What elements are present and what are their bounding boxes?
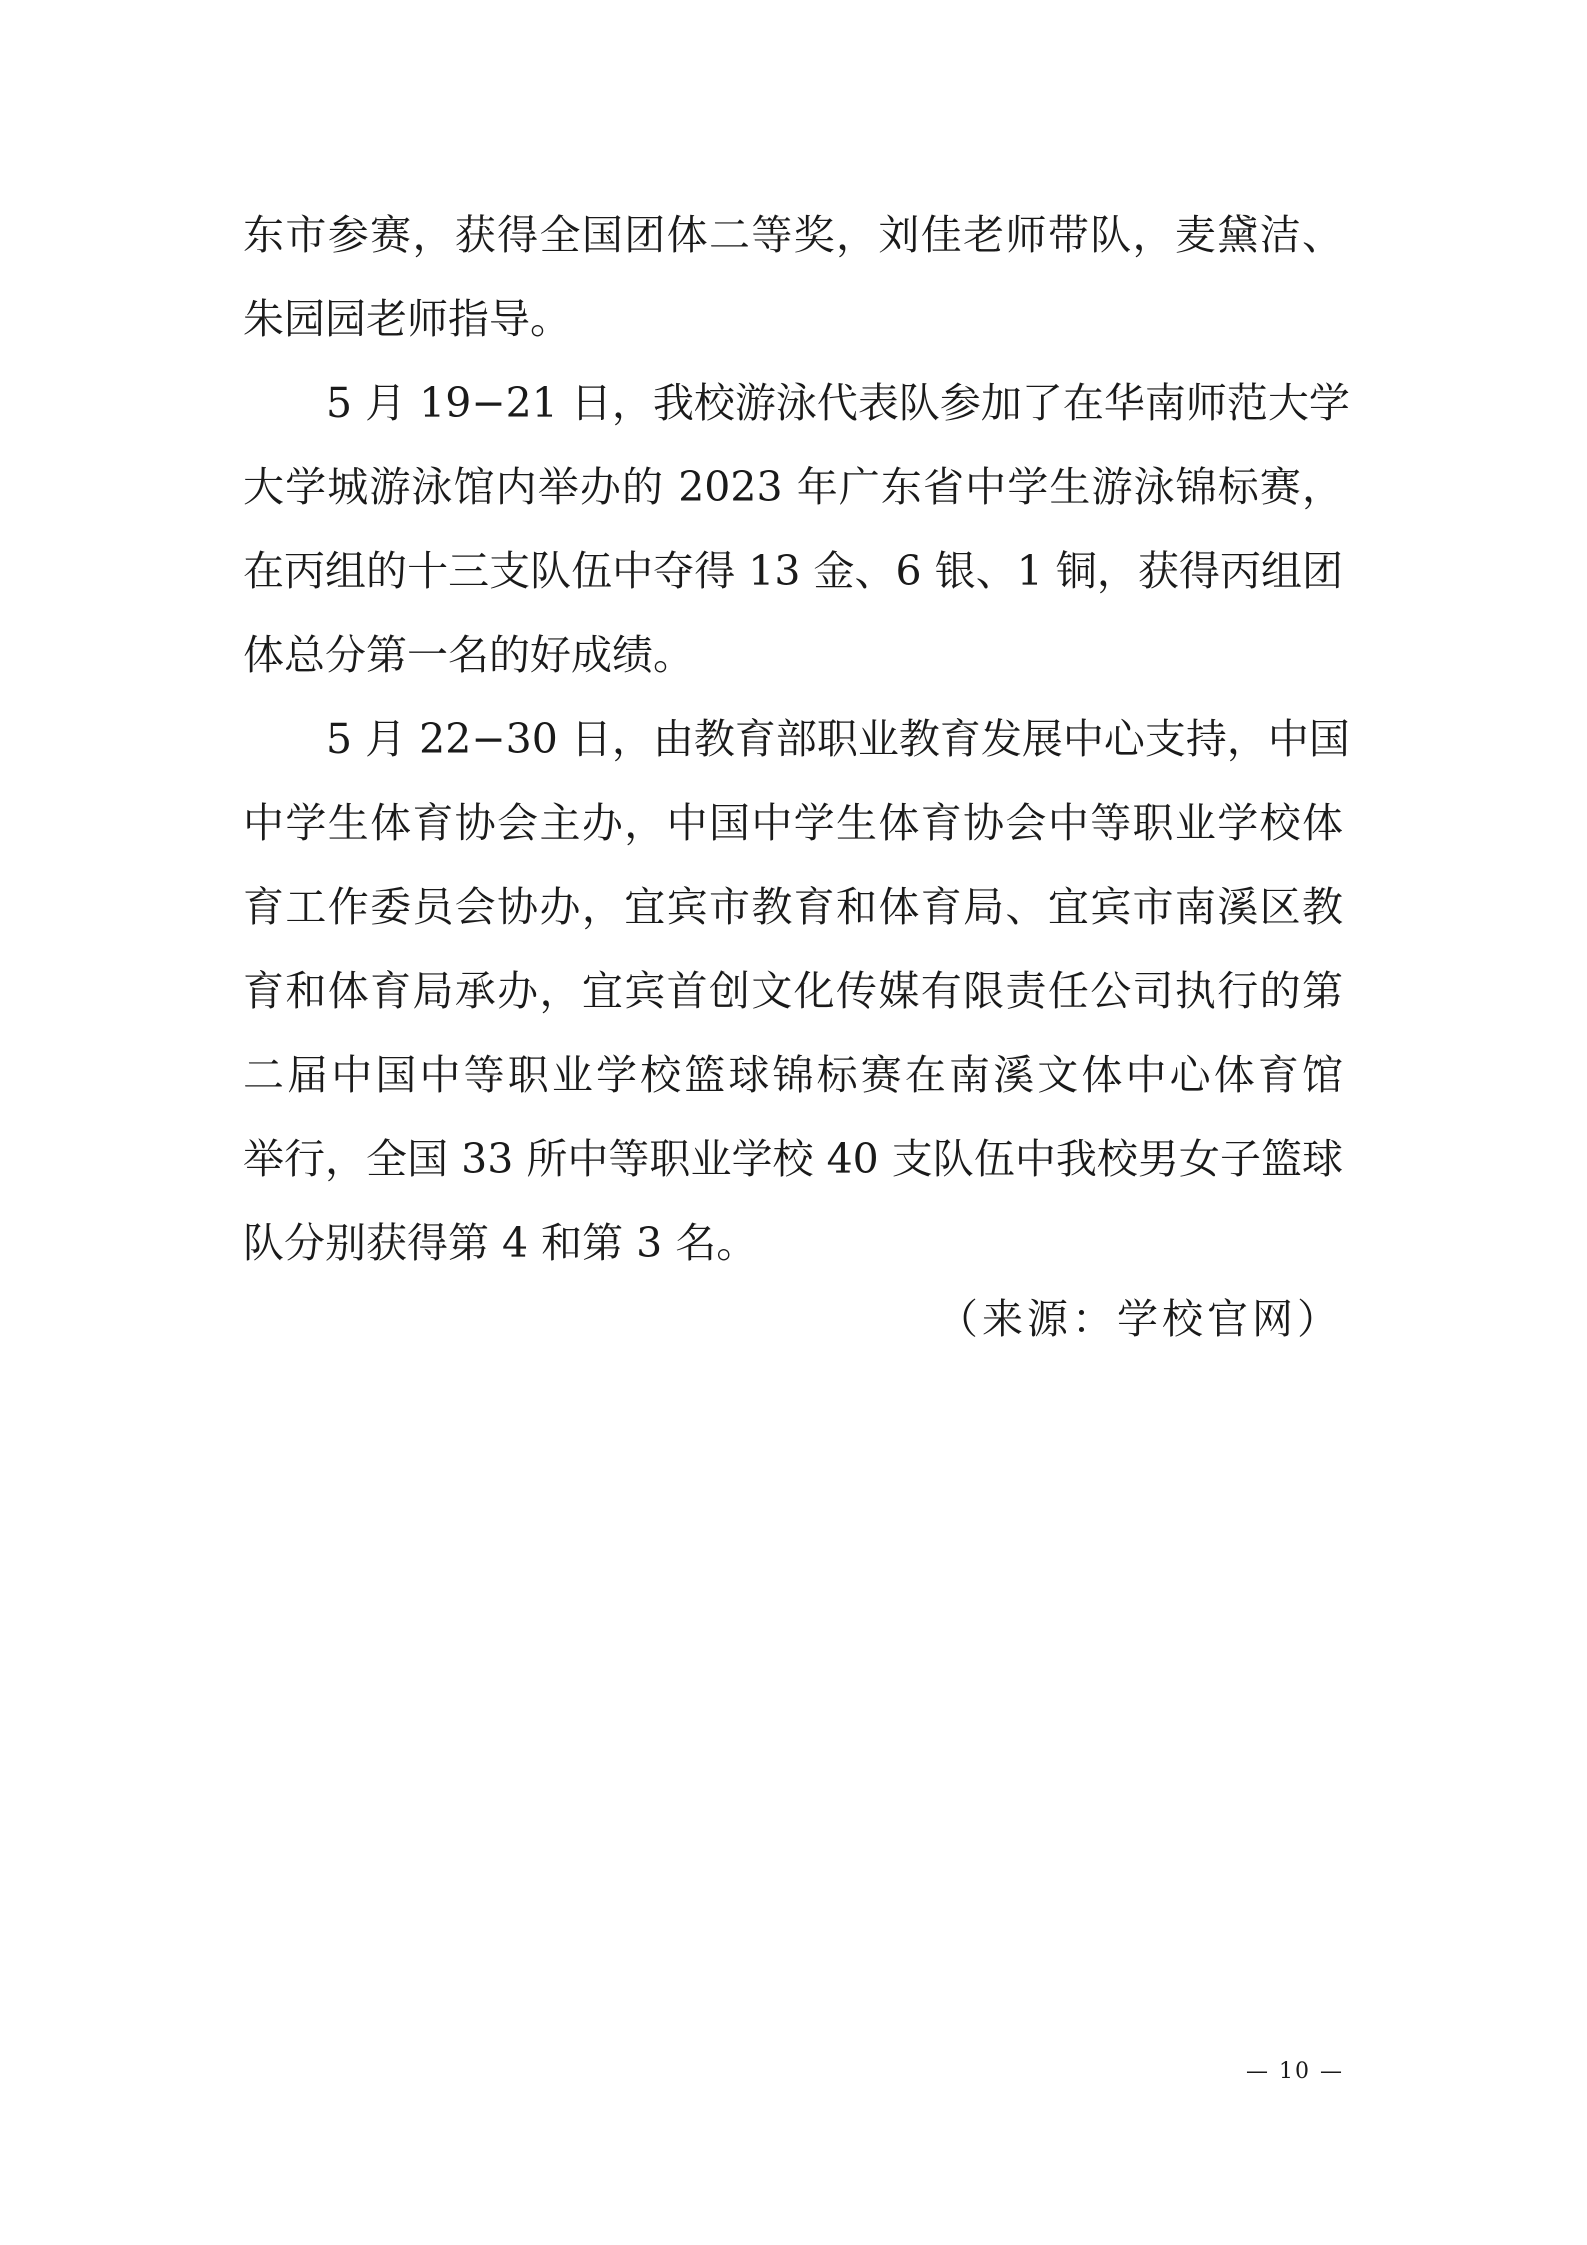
paragraph-2-line-4: 体总分第一名的好成绩。 xyxy=(243,631,694,679)
paragraph-1-line-1: 东市参赛，获得全国团体二等奖，刘佳老师带队，麦黛洁、 xyxy=(243,211,1343,259)
paragraph-3-line-7: 队分别获得第 4 和第 3 名。 xyxy=(243,1219,758,1267)
paragraph-2-line-3: 在丙组的十三支队伍中夺得 13 金、6 银、1 铜，获得丙组团 xyxy=(243,547,1343,595)
source-attribution: （来源：学校官网） xyxy=(937,1295,1342,1343)
page-number: — 10 — xyxy=(1246,2059,1344,2084)
paragraph-3-line-6: 举行，全国 33 所中等职业学校 40 支队伍中我校男女子篮球 xyxy=(243,1135,1343,1183)
paragraph-3-line-3: 育工作委员会协办，宜宾市教育和体育局、宜宾市南溪区教 xyxy=(243,883,1343,931)
paragraph-2-line-2: 大学城游泳馆内举办的 2023 年广东省中学生游泳锦标赛， xyxy=(243,463,1343,511)
paragraph-3-line-1: 5 月 22−30 日，由教育部职业教育发展中心支持，中国 xyxy=(326,715,1350,763)
paragraph-1-line-2: 朱园园老师指导。 xyxy=(243,295,571,343)
paragraph-3-line-2: 中学生体育协会主办，中国中学生体育协会中等职业学校体 xyxy=(243,799,1343,847)
paragraph-3-line-5: 二届中国中等职业学校篮球锦标赛在南溪文体中心体育馆 xyxy=(243,1051,1343,1099)
paragraph-3-line-4: 育和体育局承办，宜宾首创文化传媒有限责任公司执行的第 xyxy=(243,967,1343,1015)
paragraph-2-line-1: 5 月 19−21 日，我校游泳代表队参加了在华南师范大学 xyxy=(326,379,1350,427)
